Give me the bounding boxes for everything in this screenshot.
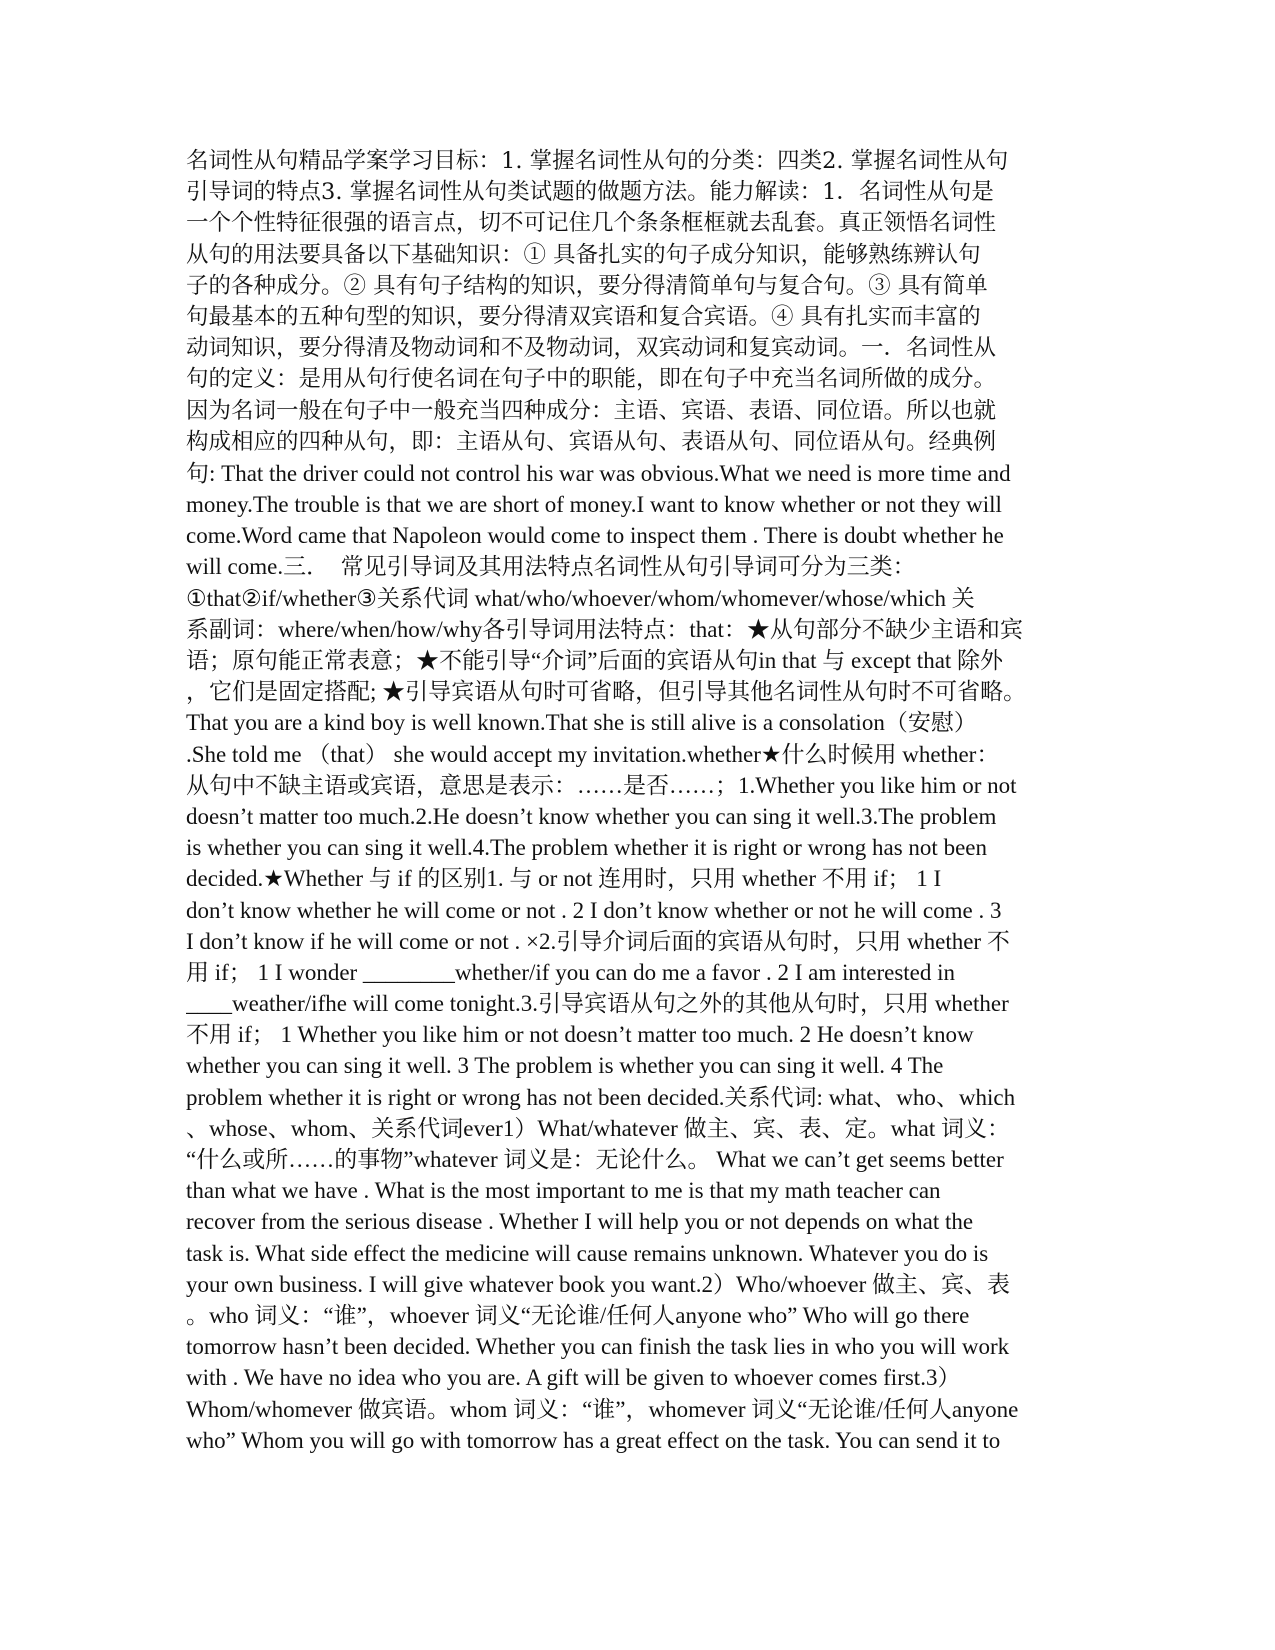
- text-line: I don’t know if he will come or not . ×2.引导介词后面的宾语从句时，只用 whether 不: [186, 928, 1010, 954]
- text-line: task is. What side effect the medicine will cause remains unknown. Whatever you do is: [186, 1240, 989, 1266]
- text-line: is whether you can sing it well.4.The problem whether it is right or wrong has not been: [186, 835, 987, 861]
- text-line: who” Whom you will go with tomorrow has a great effect on the task. You can send it to: [186, 1427, 1001, 1453]
- text-line: 构成相应的四种从句，即：主语从句、宾语从句、表语从句、同位语从句。经典例: [186, 428, 997, 455]
- text-line: Whom/whomever 做宾语。whom 词义：“谁”，whomever 词义“无论谁/任何人anyone: [186, 1396, 1019, 1422]
- text-line: 系副词：where/when/how/why各引导词用法特点：that：★从句部分不缺少主语和宾: [186, 616, 1023, 642]
- text-line: 引导词的特点3. 掌握名词性从句类试题的做题方法。能力解读：1．名词性从句是: [186, 179, 994, 206]
- text-line: 因为名词一般在句子中一般充当四种成分：主语、宾语、表语、同位语。所以也就: [186, 397, 997, 424]
- text-line: your own business. I will give whatever book you want.2）Who/whoever 做主、宾、表: [186, 1271, 1011, 1297]
- text-line: ①that②if/whether③关系代词 what/who/whoever/whom/whomever/whose/which 关: [186, 585, 975, 611]
- text-line: ____weather/ifhe will come tonight.3.引导宾语从句之外的其他从句时，只用 whether: [186, 991, 1009, 1017]
- text-line: don’t know whether he will come or not . 2 I don’t know whether or not he will come . 3: [186, 897, 1002, 923]
- text-line: 语；原句能正常表意；★不能引导“介词”后面的宾语从句in that 与 except that 除外: [186, 648, 1004, 673]
- text-line: recover from the serious disease . Whether I will help you or not depends on what the: [186, 1209, 974, 1235]
- text-line: will come.三． 常见引导词及其用法特点名词性从句引导词可分为三类：: [186, 554, 916, 580]
- text-line: 名词性从句精品学案学习目标：1. 掌握名词性从句的分类：四类2. 掌握名词性从句: [186, 148, 1009, 174]
- text-line: problem whether it is right or wrong has not been decided.关系代词: what、who、which: [186, 1084, 1016, 1110]
- text-line: 一个个性特征很强的语言点，切不可记住几个条条框框就去乱套。真正领悟名词性: [186, 210, 997, 237]
- text-line: 用 if； 1 I wonder ________whether/if you can do me a favor . 2 I am interested in: [186, 959, 956, 985]
- text-line: come.Word came that Napoleon would come to inspect them . There is doubt whether he: [186, 523, 1004, 549]
- text-line: whether you can sing it well. 3 The problem is whether you can sing it well. 4 The: [186, 1053, 944, 1079]
- text-line: money.The trouble is that we are short of money.I want to know whether or not they will: [186, 492, 1002, 518]
- text-line: 子的各种成分。② 具有句子结构的知识，要分得清简单句与复合句。③ 具有简单: [186, 272, 988, 299]
- text-line: tomorrow hasn’t been decided. Whether you can finish the task lies in who you will work: [186, 1334, 1010, 1360]
- text-line: decided.★Whether 与 if 的区别1. 与 or not 连用时，只用 whether 不用 if； 1 I: [186, 866, 942, 892]
- text-line: ，它们是固定搭配; ★引导宾语从句时可省略，但引导其他名词性从句时不可省略。: [186, 679, 1027, 705]
- text-line: 动词知识，要分得清及物动词和不及物动词，双宾动词和复宾动词。一．名词性从: [186, 335, 997, 362]
- text-line: doesn’t matter too much.2.He doesn’t know whether you can sing it well.3.The problem: [186, 803, 997, 829]
- text-line: .She told me （that） she would accept my invitation.whether★什么时候用 whether：: [186, 741, 1000, 767]
- text-line: 。who 词义：“谁”，whoever 词义“无论谁/任何人anyone who” Who will go there: [186, 1302, 970, 1328]
- text-line: That you are a kind boy is well known.That she is still alive is a consolation（安慰）: [186, 710, 977, 736]
- document-body: [186, 146, 1106, 1456]
- text-line: 、whose、whom、关系代词ever1）What/whatever 做主、宾、表、定。what 词义：: [186, 1115, 1011, 1141]
- text-line: 句的定义：是用从句行使名词在句子中的职能，即在句子中充当名词所做的成分。: [186, 366, 997, 393]
- text-line: 不用 if； 1 Whether you like him or not doesn’t matter too much. 2 He doesn’t know: [186, 1022, 974, 1048]
- text-line: “什么或所……的事物”whatever 词义是：无论什么。 What we can’t get seems better: [186, 1147, 1004, 1172]
- text-line: 从句中不缺主语或宾语，意思是表示：……是否……；1.Whether you like him or not: [186, 772, 1017, 798]
- text-line: 句最基本的五种句型的知识，要分得清双宾语和复合宾语。④ 具有扎实而丰富的: [186, 303, 981, 330]
- text-line: than what we have . What is the most important to me is that my math teacher can: [186, 1178, 941, 1204]
- text-line: 从句的用法要具备以下基础知识：① 具备扎实的句子成分知识，能够熟练辨认句: [186, 241, 981, 268]
- text-line: with . We have no idea who you are. A gift will be given to whoever comes first.3）: [186, 1365, 961, 1391]
- text-line: 句: That the driver could not control his war was obvious.What we need is more time and: [186, 460, 1011, 486]
